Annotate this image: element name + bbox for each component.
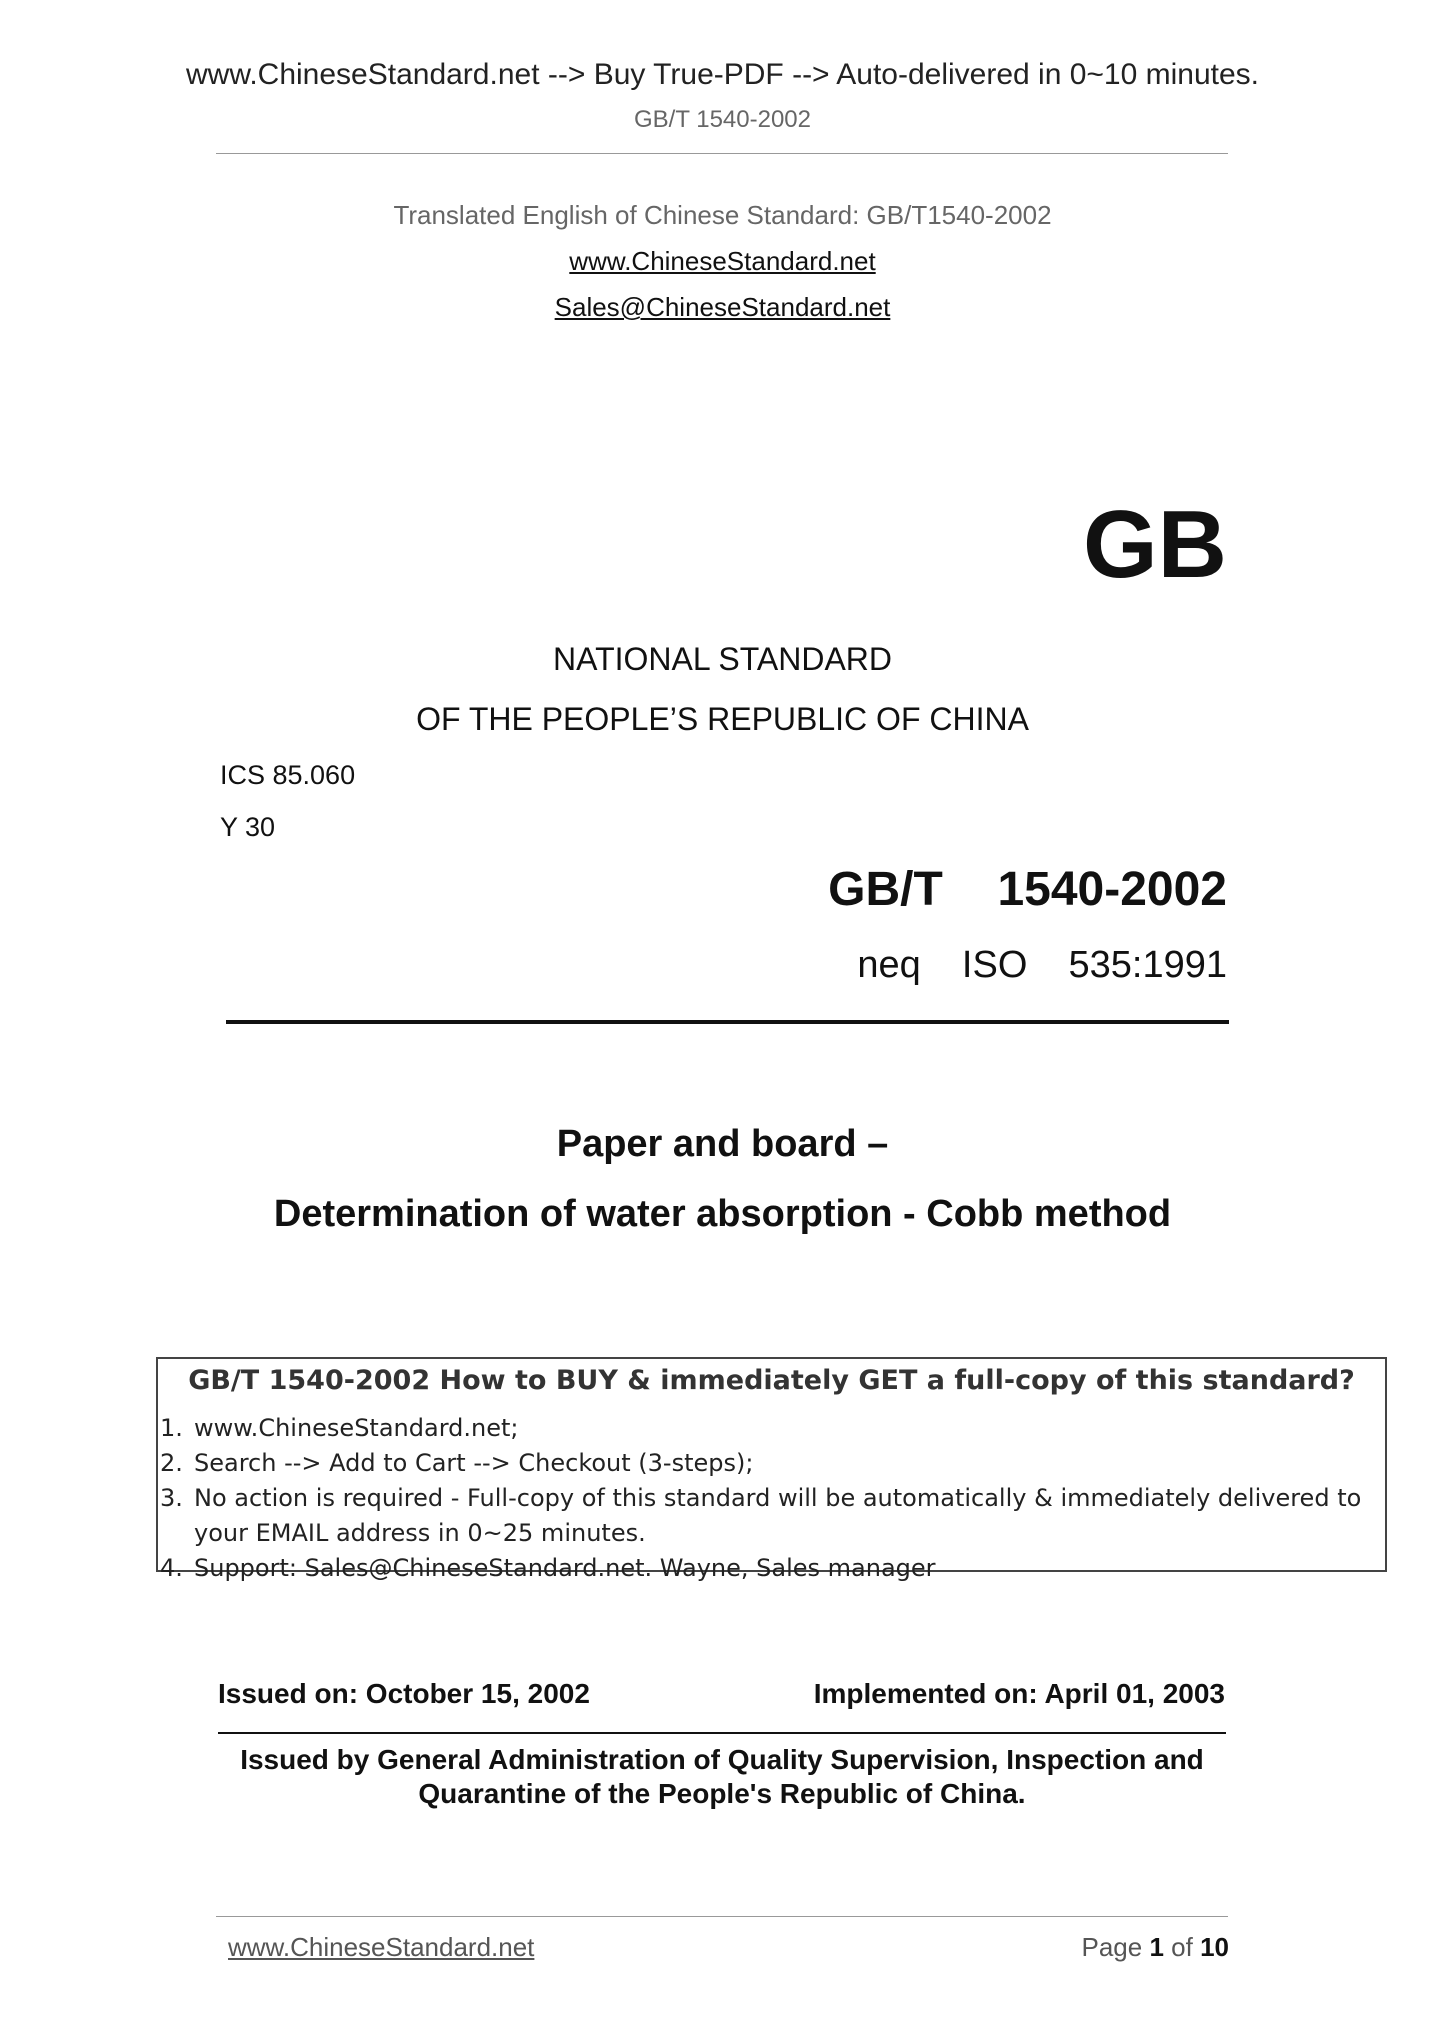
step-number: 1. xyxy=(160,1414,183,1442)
step-text: Support: Sales@ChineseStandard.net. Wayne, Sales manager xyxy=(194,1554,936,1582)
list-item xyxy=(158,1411,1385,1446)
purchase-heading: GB/T 1540-2002 How to BUY & immediately GET a full-copy of this standard? xyxy=(188,1365,1355,1396)
national-standard-line2: OF THE PEOPLE’S REPUBLIC OF CHINA xyxy=(416,701,1029,737)
list-item xyxy=(158,1551,1385,1586)
email-link[interactable]: Sales@ChineseStandard.net xyxy=(554,292,891,322)
footer-website-link[interactable]: www.ChineseStandard.net xyxy=(228,1932,535,1962)
equivalence-note: neq ISO 535:1991 xyxy=(857,944,1227,986)
page-prefix: Page xyxy=(1081,1932,1143,1962)
step-text: No action is required - Full-copy of this standard will be automatically & immediately delivered to your EMAIL address in 0~25 minutes. xyxy=(194,1484,1362,1547)
step-text: Search --> Add to Cart --> Checkout (3-steps); xyxy=(194,1449,754,1477)
issuer-divider xyxy=(218,1732,1226,1734)
classification-code: Y 30 xyxy=(220,812,276,842)
national-standard-line1: NATIONAL STANDARD xyxy=(553,641,892,677)
purchase-steps-list xyxy=(158,1411,1385,1586)
purchase-info-box xyxy=(156,1357,1387,1582)
page-of: of xyxy=(1171,1932,1193,1962)
header-standard-id: GB/T 1540-2002 xyxy=(633,106,811,133)
list-item xyxy=(158,1446,1385,1481)
header-promo-line: www.ChineseStandard.net --> Buy True-PDF --> Auto-delivered in 0~10 minutes. xyxy=(185,58,1260,91)
page-total: 10 xyxy=(1200,1932,1229,1962)
footer-divider xyxy=(216,1916,1228,1917)
step-number: 2. xyxy=(160,1449,183,1477)
title-divider xyxy=(226,1020,1229,1024)
document-title-line1: Paper and board – xyxy=(556,1123,889,1165)
issuing-authority: Issued by General Administration of Quality Supervision, Inspection and Quarantine of the People's Republic of China. xyxy=(240,1744,1204,1809)
header-divider xyxy=(216,153,1228,154)
step-number: 3. xyxy=(160,1484,183,1512)
page-current: 1 xyxy=(1149,1932,1164,1962)
website-link[interactable]: www.ChineseStandard.net xyxy=(569,246,876,276)
list-item xyxy=(158,1481,1385,1551)
translation-note: Translated English of Chinese Standard: GB/T1540-2002 xyxy=(393,200,1052,230)
step-number: 4. xyxy=(160,1554,183,1582)
ics-code: ICS 85.060 xyxy=(220,760,356,790)
issued-date: Issued on: October 15, 2002 xyxy=(218,1678,590,1709)
gb-mark: GB xyxy=(1083,491,1227,598)
page-indicator xyxy=(1081,1932,1229,1963)
step-text: www.ChineseStandard.net; xyxy=(194,1414,519,1442)
document-title-line2: Determination of water absorption - Cobb method xyxy=(273,1193,1172,1235)
implemented-date: Implemented on: April 01, 2003 xyxy=(813,1678,1225,1709)
standard-number: GB/T 1540-2002 xyxy=(828,863,1227,916)
